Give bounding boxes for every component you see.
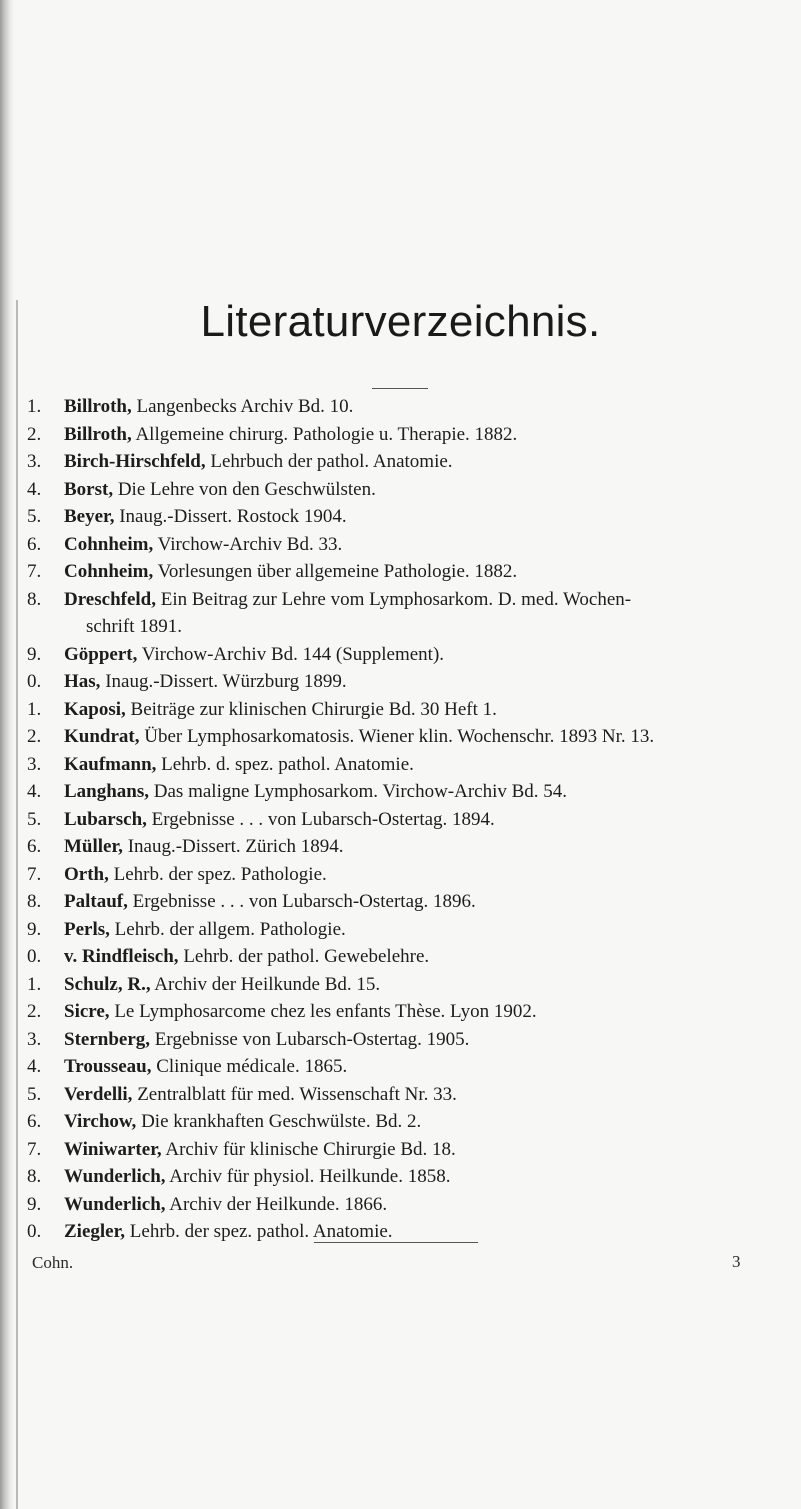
- reference-number: 9.: [27, 643, 42, 665]
- reference-author: Göppert,: [64, 643, 138, 665]
- footer-sheet-signature: 3: [732, 1252, 741, 1271]
- reference-item: [27, 1026, 797, 1054]
- reference-number: 1.: [27, 698, 42, 720]
- reference-author: v. Rindfleisch,: [64, 946, 179, 967]
- reference-item: [27, 1136, 797, 1164]
- reference-number: 6.: [27, 533, 42, 555]
- reference-author: Birch-Hirschfeld,: [64, 451, 206, 472]
- reference-number: 4.: [27, 781, 42, 802]
- reference-item: [27, 1108, 797, 1136]
- reference-text: Vorlesungen über allgemeine Pathologie. 1882.: [153, 561, 518, 582]
- reference-number: 6.: [27, 1111, 42, 1132]
- footer-signature-name: Cohn.: [32, 1253, 74, 1272]
- reference-item: [27, 668, 797, 696]
- reference-text: Beiträge zur klinischen Chirurgie Bd. 30 Heft 1.: [125, 698, 497, 720]
- reference-item: [27, 503, 797, 531]
- reference-number: 3.: [27, 753, 42, 775]
- reference-item: [27, 393, 797, 421]
- footer-rule: [314, 1242, 478, 1243]
- reference-text: Das maligne Lymphosarkom. Virchow-Archiv Bd. 54.: [149, 781, 568, 802]
- reference-author: Virchow,: [64, 1111, 137, 1132]
- reference-item: [27, 421, 797, 449]
- reference-author: Orth,: [64, 863, 109, 885]
- reference-item: [27, 1081, 797, 1109]
- reference-item: [27, 723, 797, 751]
- reference-text: Die krankhaften Geschwülste. Bd. 2.: [136, 1111, 422, 1132]
- reference-number: 1.: [27, 973, 42, 995]
- reference-item: [27, 586, 797, 641]
- reference-text: Virchow-Archiv Bd. 33.: [153, 533, 343, 555]
- reference-number: 9.: [27, 918, 42, 940]
- reference-text: Lehrb. d. spez. pathol. Anatomie.: [156, 753, 414, 775]
- reference-author: Kaposi,: [64, 698, 126, 720]
- reference-item: [27, 448, 797, 476]
- reference-item: [27, 916, 797, 944]
- reference-item: [27, 696, 797, 724]
- reference-author: Winiwarter,: [64, 1138, 162, 1160]
- reference-number: 5.: [27, 506, 42, 527]
- reference-author: Kundrat,: [64, 726, 140, 747]
- reference-number: 8.: [27, 588, 42, 610]
- reference-text: Inaug.-Dissert. Zürich 1894.: [122, 836, 344, 857]
- reference-text: Lehrbuch der pathol. Anatomie.: [205, 451, 453, 472]
- reference-item: [27, 943, 797, 971]
- reference-number: 4.: [27, 478, 42, 500]
- reference-text: Archiv der Heilkunde. 1866.: [165, 1193, 388, 1215]
- reference-number: 6.: [27, 836, 42, 857]
- reference-author: Wunderlich,: [64, 1193, 166, 1215]
- reference-author: Billroth,: [64, 423, 132, 445]
- reference-author: Billroth,: [64, 396, 132, 417]
- reference-number: 7.: [27, 863, 42, 885]
- reference-text: Zentralblatt für med. Wissenschaft Nr. 33.: [132, 1083, 457, 1105]
- reference-text: Lehrb. der allgem. Pathologie.: [109, 918, 346, 940]
- reference-text: Archiv für physiol. Heilkunde. 1858.: [165, 1166, 451, 1187]
- reference-text: Virchow-Archiv Bd. 144 (Supplement).: [137, 643, 445, 665]
- reference-number: 2.: [27, 726, 42, 747]
- reference-item: [27, 806, 797, 834]
- reference-author: Müller,: [64, 836, 123, 857]
- reference-number: 5.: [27, 1083, 42, 1105]
- reference-text: Die Lehre von den Geschwülsten.: [113, 478, 376, 500]
- reference-number: 9.: [27, 1193, 42, 1215]
- title-rule: [372, 388, 428, 389]
- reference-number: 0.: [27, 946, 42, 967]
- reference-number: 2.: [27, 1001, 42, 1022]
- reference-item: [27, 1191, 797, 1219]
- reference-author: Schulz, R.,: [64, 973, 151, 995]
- reference-item: [27, 998, 797, 1026]
- reference-text: Lehrb. der spez. Pathologie.: [108, 863, 327, 885]
- binding-line: [16, 300, 18, 1509]
- reference-item: [27, 861, 797, 889]
- reference-author: Sternberg,: [64, 1028, 151, 1050]
- reference-number: 3.: [27, 451, 42, 472]
- reference-item: [27, 1163, 797, 1191]
- reference-text: Über Lymphosarkomatosis. Wiener klin. Wochenschr. 1893 Nr. 13.: [139, 726, 655, 747]
- reference-item: [27, 833, 797, 861]
- reference-text: Allgemeine chirurg. Pathologie u. Therapie. 1882.: [131, 423, 518, 445]
- reference-author: Cohnheim,: [64, 561, 154, 582]
- reference-author: Borst,: [64, 478, 114, 500]
- reference-item: [27, 641, 797, 669]
- reference-text: Clinique médicale. 1865.: [151, 1056, 348, 1077]
- reference-number: 0.: [27, 671, 42, 692]
- reference-author: Lubarsch,: [64, 808, 147, 830]
- reference-author: Ziegler,: [64, 1221, 126, 1242]
- reference-number: 4.: [27, 1056, 42, 1077]
- reference-continuation: schrift 1891.: [86, 616, 183, 637]
- reference-number: 7.: [27, 1138, 42, 1160]
- reference-author: Paltauf,: [64, 891, 128, 912]
- reference-text: Inaug.-Dissert. Würzburg 1899.: [100, 671, 347, 692]
- reference-item: [27, 476, 797, 504]
- reference-item: [27, 778, 797, 806]
- reference-text: Archiv der Heilkunde Bd. 15.: [150, 973, 381, 995]
- reference-author: Cohnheim,: [64, 533, 154, 555]
- binding-edge: [0, 0, 14, 1509]
- reference-number: 8.: [27, 891, 42, 912]
- reference-item: [27, 888, 797, 916]
- reference-text: Lehrb. der pathol. Gewebelehre.: [178, 946, 430, 967]
- reference-author: Sicre,: [64, 1001, 110, 1022]
- reference-text: Lehrb. der spez. pathol. Anatomie.: [125, 1221, 393, 1242]
- reference-item: [27, 751, 797, 779]
- reference-number: 5.: [27, 808, 42, 830]
- reference-item: [27, 558, 797, 586]
- reference-number: 1.: [27, 396, 42, 417]
- reference-number: 8.: [27, 1166, 42, 1187]
- reference-text: Langenbecks Archiv Bd. 10.: [131, 396, 354, 417]
- reference-item: [27, 971, 797, 999]
- reference-author: Has,: [64, 671, 101, 692]
- reference-author: Beyer,: [64, 506, 115, 527]
- reference-number: 3.: [27, 1028, 42, 1050]
- reference-author: Dreschfeld,: [64, 588, 156, 610]
- reference-author: Trousseau,: [64, 1056, 152, 1077]
- reference-text: Ergebnisse . . . von Lubarsch-Ostertag. 1894.: [146, 808, 495, 830]
- reference-author: Kaufmann,: [64, 753, 157, 775]
- reference-text: Ein Beitrag zur Lehre vom Lymphosarkom. D. med. Wochen-: [156, 588, 632, 610]
- reference-text: Ergebnisse von Lubarsch-Ostertag. 1905.: [150, 1028, 470, 1050]
- reference-number: 0.: [27, 1221, 42, 1242]
- reference-number: 7.: [27, 561, 42, 582]
- reference-author: Perls,: [64, 918, 110, 940]
- reference-author: Wunderlich,: [64, 1166, 166, 1187]
- reference-text: Inaug.-Dissert. Rostock 1904.: [114, 506, 347, 527]
- reference-author: Verdelli,: [64, 1083, 133, 1105]
- reference-text: Archiv für klinische Chirurgie Bd. 18.: [161, 1138, 456, 1160]
- reference-list: [27, 393, 797, 1246]
- reference-number: 2.: [27, 423, 42, 445]
- page-title: Literaturverzeichnis.: [200, 297, 601, 346]
- reference-item: [27, 1053, 797, 1081]
- reference-author: Langhans,: [64, 781, 150, 802]
- reference-item: [27, 531, 797, 559]
- reference-text: Le Lymphosarcome chez les enfants Thèse. Lyon 1902.: [109, 1001, 537, 1022]
- reference-text: Ergebnisse . . . von Lubarsch-Ostertag. 1896.: [127, 891, 476, 912]
